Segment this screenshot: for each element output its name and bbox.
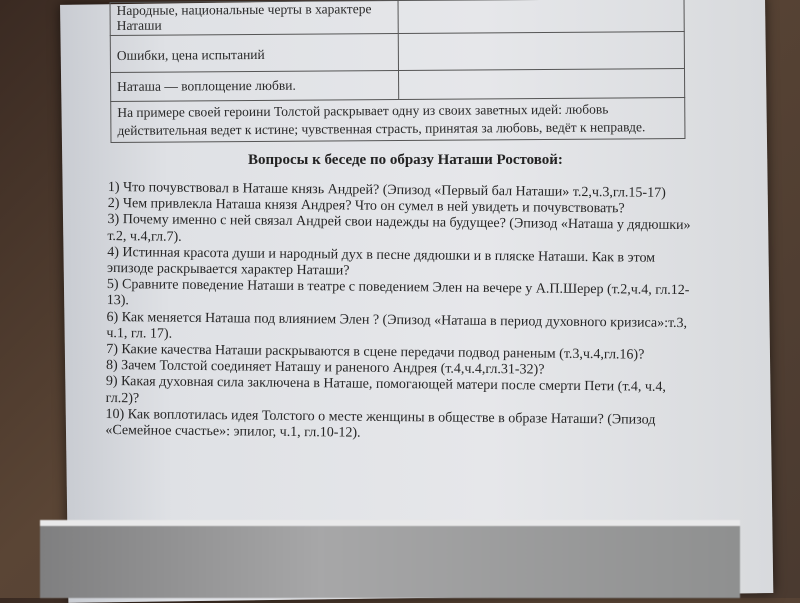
list-item: 10) Как воплотилась идея Толстого о месте женщины в обществе в образе Наташи? (Эпизод «Семейное счастье»: эпилог, ч.1, гл.10-12). xyxy=(105,406,656,441)
page-heading: Вопросы к беседе по образу Наташи Ростовой: xyxy=(248,152,563,168)
table-note: На примере своей героини Толстой раскрывает одну из своих заветных идей: любовь действительная ведет к истине; чувственная страсть, принятая за любовь, ведёт к неправде. xyxy=(111,97,685,142)
table-row xyxy=(110,0,684,36)
list-item: 5) Сравните поведение Наташи в театре с поведением Элен на вечере у А.П.Шерер (т.2,ч.4, гл.12-13). xyxy=(106,277,690,309)
table-cell-label: Наташа — воплощение любви. xyxy=(111,70,399,101)
list-item: 7) Какие качества Наташи раскрываются в сцене передачи подвод раненым (т.3,ч.4,гл.16)? xyxy=(106,342,645,363)
list-item: 4) Истинная красота души и народный дух в песне дядюшки и в пляске Наташи. Как в этом эпизоде раскрывается характер Наташи? xyxy=(106,244,656,279)
underlying-printed-page xyxy=(40,520,740,598)
question-list xyxy=(105,180,698,445)
table-row xyxy=(111,97,685,142)
list-item: 3) Почему именно с ней связал Андрей свои надежды на будущее? (Эпизод «Наташа у дядюшки» т.2, ч.4,гл.7). xyxy=(107,212,691,245)
list-item: 9) Какая духовная сила заключена в Наташе, помогающей матери после смерти Пети (т.4, ч.4, гл.2)? xyxy=(105,374,667,406)
table-cell-label: Ошибки, цена испытаний xyxy=(110,33,398,72)
page-edge xyxy=(40,520,740,526)
table-row xyxy=(111,68,685,101)
table-cell-empty xyxy=(398,0,684,33)
list-item: 8) Зачем Толстой соединяет Наташу и раненого Андрея (т.4,ч.4,гл.31-32)? xyxy=(105,358,545,378)
character-table xyxy=(110,0,686,143)
table-cell-empty xyxy=(398,31,684,70)
table-cell-label: Народные, национальные черты в характере Наташи xyxy=(110,0,398,35)
list-item: 2) Чем привлекла Наташа князя Андрея? Что он сумел в ней увидеть и почувствовать? xyxy=(107,196,625,217)
list-item: 6) Как меняется Наташа под влиянием Элен ? (Эпизод «Наташа в период духовного кризиса»:т.3, ч.1, гл. 17). xyxy=(106,309,688,342)
table-cell-empty xyxy=(399,68,685,99)
table-row xyxy=(110,31,684,72)
list-item: 1) Что почувствовал в Наташе князь Андрей? (Эпизод «Первый бал Наташи» т.2,ч.3,гл.15-17) xyxy=(107,180,666,201)
